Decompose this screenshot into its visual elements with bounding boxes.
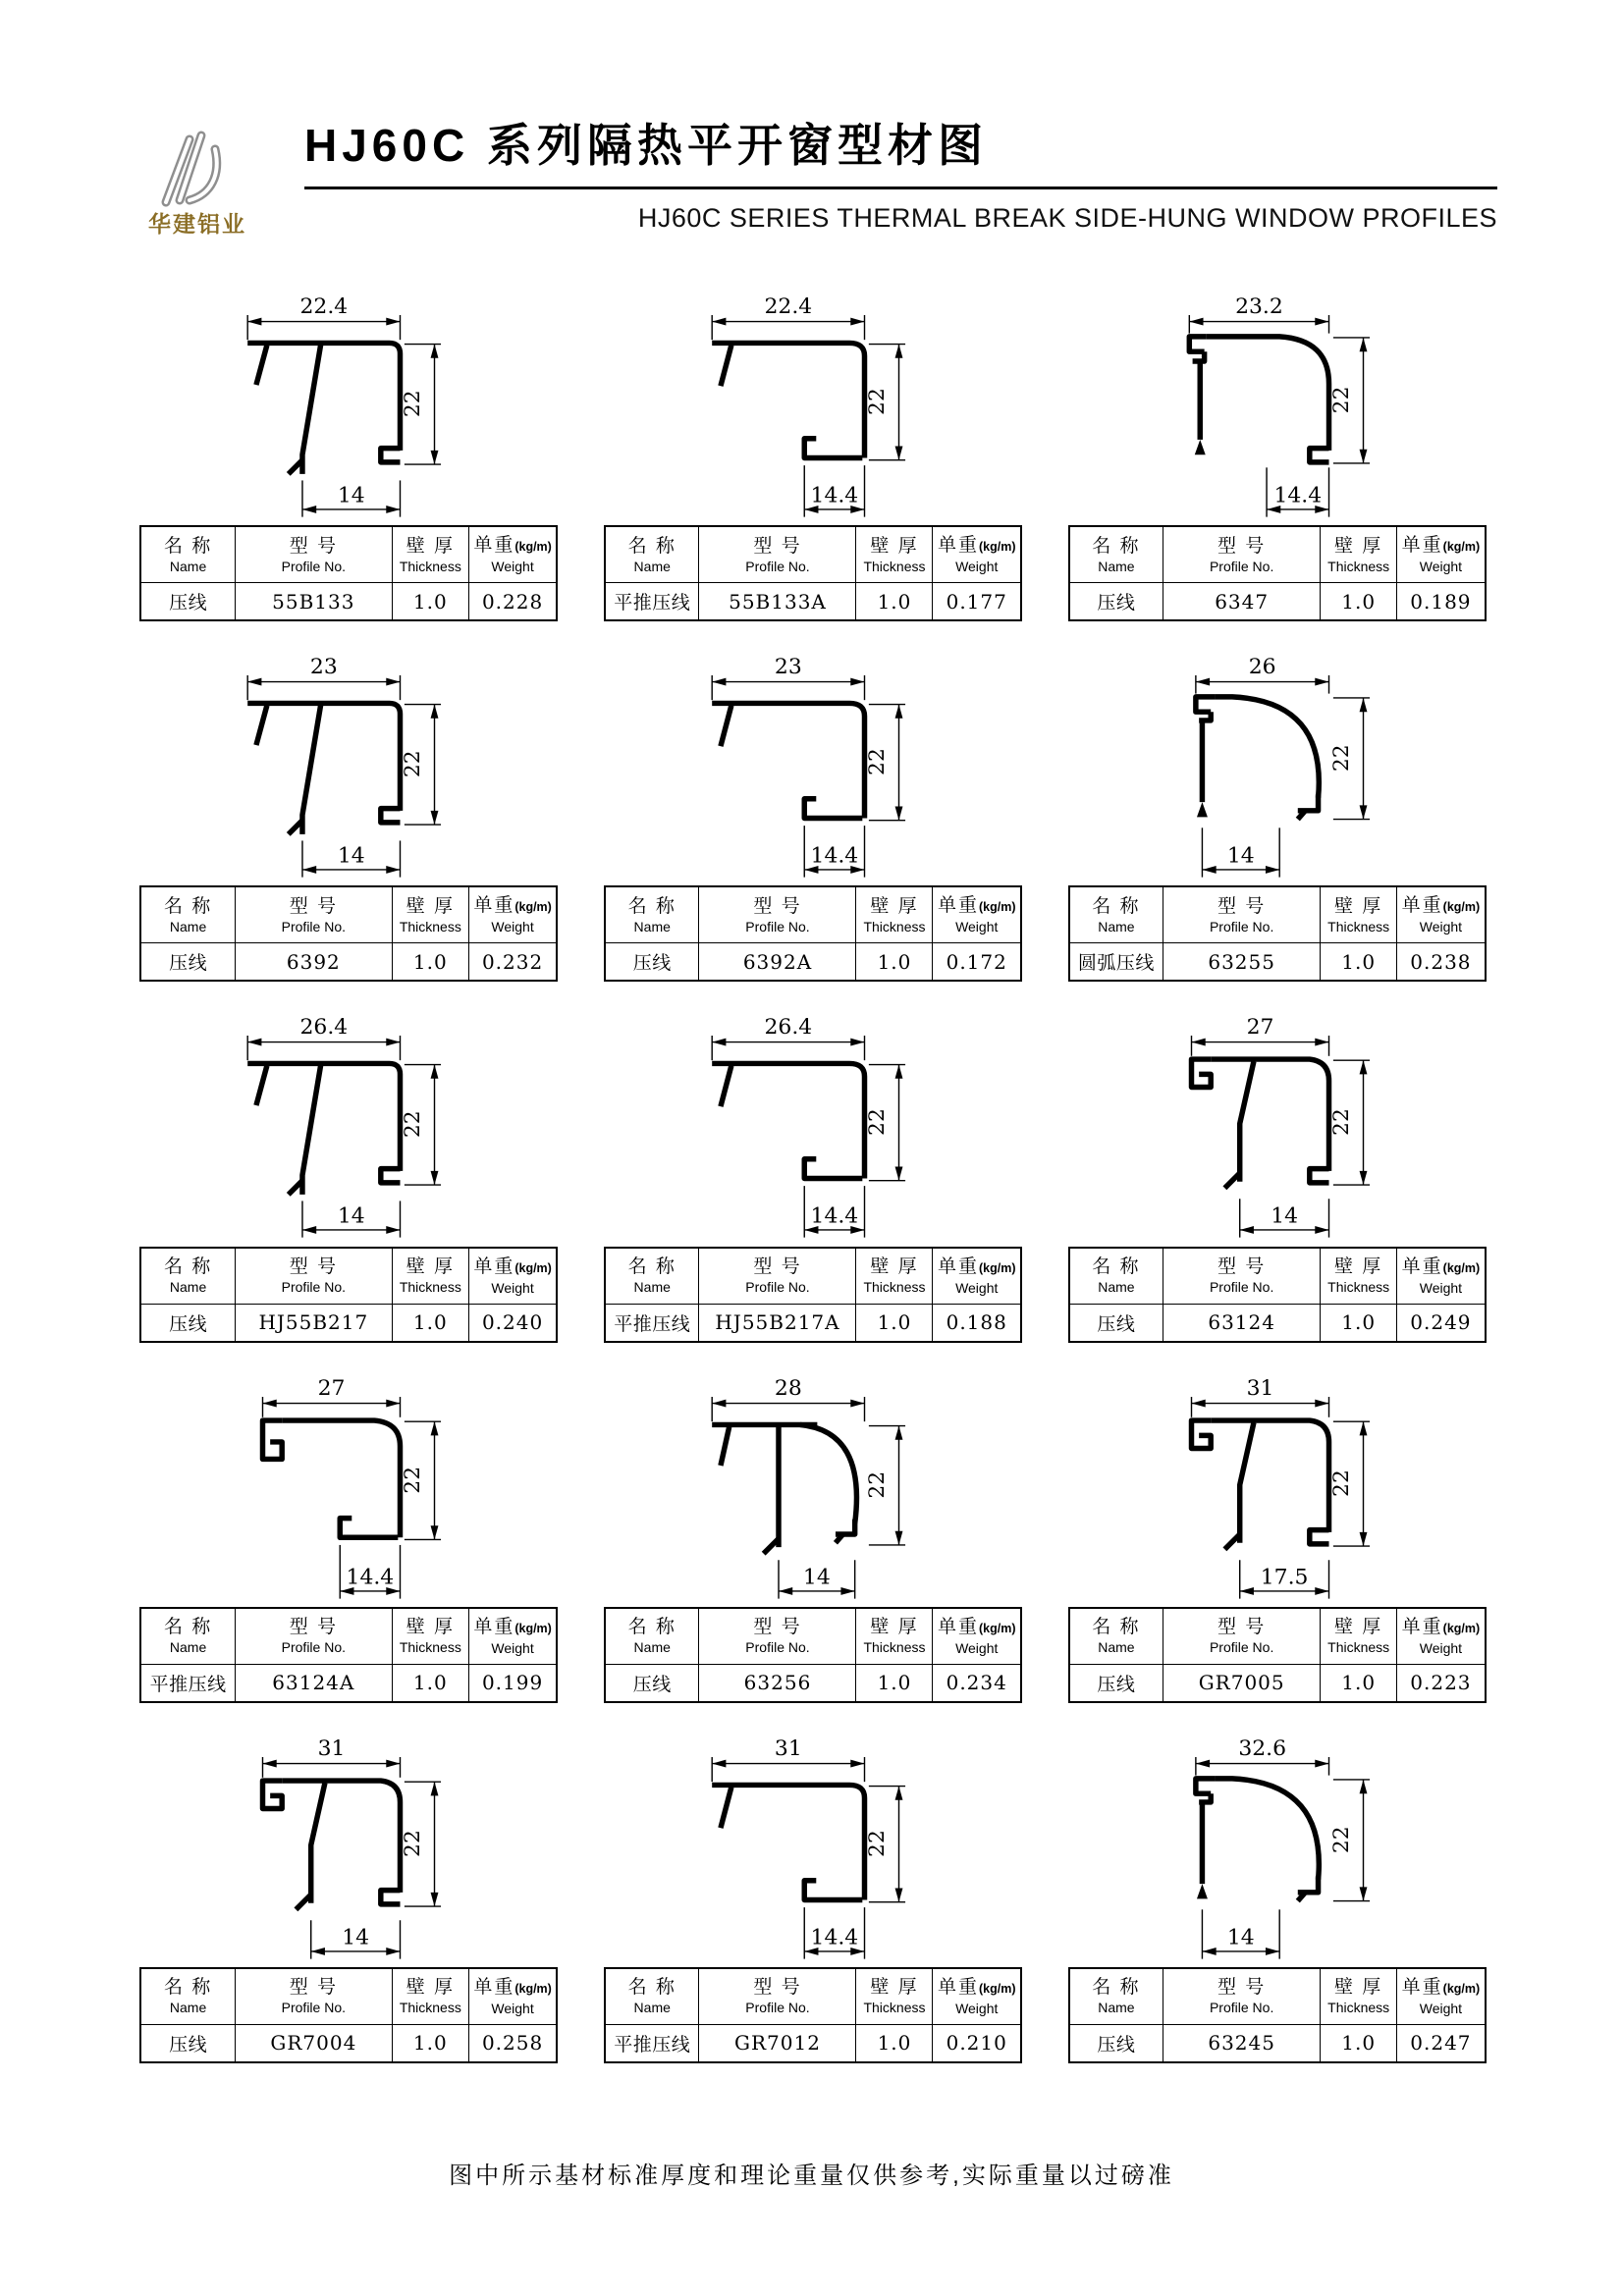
profile-diagram	[588, 281, 1039, 523]
profile-spec-table	[1068, 1967, 1487, 2063]
profile-spec-table	[1068, 1607, 1487, 1703]
thickness-cell: 1.0	[856, 583, 933, 621]
profile-no-cell: HJ55B217	[235, 1304, 392, 1342]
dimension-label: 14.4	[1273, 483, 1322, 508]
dimension-label: 22	[865, 1108, 891, 1137]
thickness-column-header: 壁 厚 Thickness	[856, 1968, 933, 2025]
spec-header-row	[605, 526, 1021, 583]
spec-header-row	[140, 526, 557, 583]
dimension-label: 14	[1226, 843, 1255, 869]
profile-name-cell: 平推压线	[605, 1304, 699, 1342]
weight-column-header: 单重(kg/m) Weight	[468, 886, 557, 943]
spec-data-row	[605, 1664, 1021, 1702]
weight-cell: 0.234	[933, 1664, 1021, 1702]
thickness-cell: 1.0	[392, 2024, 468, 2062]
profile-diagram	[1052, 281, 1502, 523]
profile-name-cell: 平推压线	[605, 583, 699, 621]
profile-no-column-header: 型 号 Profile No.	[235, 886, 392, 943]
profile-name-cell: 压线	[140, 1304, 235, 1342]
weight-column-header: 单重(kg/m) Weight	[1397, 886, 1486, 943]
weight-cell: 0.223	[1397, 1664, 1486, 1702]
spec-header-row	[140, 1248, 557, 1305]
thickness-cell: 1.0	[1321, 583, 1397, 621]
spec-data-row	[1069, 1664, 1486, 1702]
title-rule	[304, 187, 1497, 189]
spec-data-row	[140, 2024, 557, 2062]
dimension-label: 22	[865, 388, 891, 415]
profiles-grid	[124, 281, 1502, 2063]
profile-cell	[1052, 281, 1502, 621]
profile-spec-table	[1068, 525, 1487, 621]
spec-header-row	[605, 1608, 1021, 1665]
profile-diagram	[1052, 1723, 1502, 1965]
profile-cell	[588, 641, 1039, 982]
thickness-column-header: 壁 厚 Thickness	[1321, 1608, 1397, 1665]
dimension-label: 23	[310, 655, 339, 679]
weight-cell: 0.228	[468, 583, 557, 621]
dimension-label: 14.4	[810, 1203, 859, 1229]
profile-diagram	[588, 1001, 1039, 1244]
profile-no-cell: 63245	[1163, 2024, 1321, 2062]
thickness-cell: 1.0	[1321, 1664, 1397, 1702]
profile-hook-strut-icon	[177, 1723, 520, 1965]
profile-spec-table	[604, 885, 1022, 982]
weight-column-header: 单重(kg/m) Weight	[468, 526, 557, 583]
thickness-column-header: 壁 厚 Thickness	[1321, 526, 1397, 583]
profile-diagram	[124, 1362, 574, 1605]
profile-diagram	[1052, 1001, 1502, 1244]
profile-no-cell: 63255	[1163, 943, 1321, 982]
thickness-cell: 1.0	[392, 1664, 468, 1702]
thickness-column-header: 壁 厚 Thickness	[1321, 886, 1397, 943]
page-header	[137, 110, 1497, 257]
dimension-label: 22	[1328, 386, 1354, 414]
name-column-header: 名 称 Name	[140, 886, 235, 943]
profile-cell	[124, 1001, 574, 1342]
profile-big-arc-icon	[1106, 1723, 1449, 1965]
thickness-cell: 1.0	[1321, 1304, 1397, 1342]
profile-cell	[1052, 1362, 1502, 1703]
weight-column-header: 单重(kg/m) Weight	[933, 1608, 1021, 1665]
spec-header-row	[140, 1968, 557, 2025]
dimension-label: 14	[338, 483, 365, 508]
profile-c-channel-icon	[641, 1001, 985, 1244]
profile-cell	[1052, 1723, 1502, 2063]
name-column-header: 名 称 Name	[140, 1608, 235, 1665]
spec-data-row	[1069, 2024, 1486, 2062]
dimension-label: 14	[338, 1203, 365, 1229]
profile-c-channel-icon	[641, 641, 985, 883]
name-column-header: 名 称 Name	[140, 1968, 235, 2025]
weight-cell: 0.232	[468, 943, 557, 982]
thickness-column-header: 壁 厚 Thickness	[392, 886, 468, 943]
profile-no-cell: 6347	[1163, 583, 1321, 621]
thickness-column-header: 壁 厚 Thickness	[1321, 1968, 1397, 2025]
profile-hook-c-icon	[177, 1362, 520, 1605]
profile-rounded-hook-icon	[1106, 281, 1449, 523]
profile-cell	[124, 1362, 574, 1703]
weight-column-header: 单重(kg/m) Weight	[1397, 1968, 1486, 2025]
logo-text: 华建铝业	[148, 211, 246, 237]
dimension-label: 22	[865, 1829, 891, 1857]
profile-hook-strut-icon	[1106, 1362, 1449, 1605]
hj-logo-mark-icon	[150, 124, 244, 210]
weight-cell: 0.188	[933, 1304, 1021, 1342]
spec-header-row	[1069, 886, 1486, 943]
weight-cell: 0.240	[468, 1304, 557, 1342]
dimension-label: 14	[338, 843, 365, 869]
dimension-label: 23	[774, 655, 802, 679]
name-column-header: 名 称 Name	[1069, 1248, 1163, 1305]
spec-data-row	[605, 583, 1021, 621]
profile-cell	[588, 281, 1039, 621]
profile-cell	[124, 641, 574, 982]
profile-c-channel-icon	[641, 281, 985, 523]
thickness-column-header: 壁 厚 Thickness	[392, 1608, 468, 1665]
spec-header-row	[1069, 1968, 1486, 2025]
weight-cell: 0.210	[933, 2024, 1021, 2062]
profile-no-cell: GR7005	[1163, 1664, 1321, 1702]
dimension-label: 14.4	[810, 843, 859, 869]
dimension-label: 22	[865, 748, 891, 776]
dimension-label: 31	[317, 1735, 346, 1761]
dimension-label: 14	[802, 1564, 831, 1589]
weight-cell: 0.189	[1397, 583, 1486, 621]
thickness-column-header: 壁 厚 Thickness	[856, 1248, 933, 1305]
profile-name-cell: 压线	[140, 2024, 235, 2062]
profile-spec-table	[604, 1247, 1022, 1343]
profile-big-arc-icon	[1106, 641, 1449, 883]
profile-no-cell: GR7012	[699, 2024, 856, 2062]
name-column-header: 名 称 Name	[605, 1248, 699, 1305]
profile-no-column-header: 型 号 Profile No.	[699, 1608, 856, 1665]
profile-no-column-header: 型 号 Profile No.	[699, 1248, 856, 1305]
dimension-label: 28	[774, 1375, 802, 1401]
weight-cell: 0.172	[933, 943, 1021, 982]
dimension-label: 14.4	[346, 1564, 395, 1589]
weight-column-header: 单重(kg/m) Weight	[933, 1248, 1021, 1305]
spec-data-row	[1069, 1304, 1486, 1342]
spec-data-row	[140, 1664, 557, 1702]
dimension-label: 27	[317, 1375, 346, 1401]
name-column-header: 名 称 Name	[140, 526, 235, 583]
name-column-header: 名 称 Name	[605, 526, 699, 583]
company-logo	[137, 124, 257, 239]
dimension-label: 14.4	[810, 1925, 859, 1950]
dimension-label: 26	[1248, 655, 1276, 679]
profile-no-column-header: 型 号 Profile No.	[235, 526, 392, 583]
spec-header-row	[140, 886, 557, 943]
weight-column-header: 单重(kg/m) Weight	[933, 886, 1021, 943]
weight-column-header: 单重(kg/m) Weight	[468, 1608, 557, 1665]
spec-header-row	[605, 1248, 1021, 1305]
profile-diagonal-strut-icon	[177, 281, 520, 523]
profile-spec-table	[139, 525, 558, 621]
weight-cell: 0.249	[1397, 1304, 1486, 1342]
name-column-header: 名 称 Name	[1069, 526, 1163, 583]
profile-cell	[1052, 641, 1502, 982]
profile-spec-table	[139, 885, 558, 982]
profile-no-cell: 6392	[235, 943, 392, 982]
dimension-label: 22.4	[764, 294, 813, 319]
thickness-cell: 1.0	[856, 943, 933, 982]
dimension-label: 22	[401, 390, 426, 418]
name-column-header: 名 称 Name	[1069, 1968, 1163, 2025]
thickness-column-header: 壁 厚 Thickness	[392, 1968, 468, 2025]
profile-cell	[588, 1001, 1039, 1342]
profile-spec-table	[1068, 1247, 1487, 1343]
dimension-label: 14	[1270, 1203, 1298, 1229]
profile-diagram	[124, 641, 574, 883]
name-column-header: 名 称 Name	[605, 1608, 699, 1665]
dimension-label: 22	[401, 1466, 426, 1494]
thickness-cell: 1.0	[856, 1304, 933, 1342]
name-column-header: 名 称 Name	[140, 1248, 235, 1305]
profile-no-cell: GR7004	[235, 2024, 392, 2062]
spec-header-row	[605, 886, 1021, 943]
profile-hook-strut-icon	[1106, 1001, 1449, 1244]
spec-data-row	[1069, 583, 1486, 621]
dimension-label: 22.4	[299, 294, 349, 319]
spec-header-row	[1069, 526, 1486, 583]
profile-cell	[124, 1723, 574, 2063]
weight-column-header: 单重(kg/m) Weight	[468, 1248, 557, 1305]
profile-cell	[1052, 1001, 1502, 1342]
dimension-label: 26.4	[764, 1015, 813, 1041]
profile-diagram	[124, 281, 574, 523]
thickness-cell: 1.0	[392, 1304, 468, 1342]
thickness-column-header: 壁 厚 Thickness	[856, 526, 933, 583]
profile-no-column-header: 型 号 Profile No.	[699, 886, 856, 943]
dimension-label: 23.2	[1234, 294, 1283, 319]
footer-note: 图中所示基材标准厚度和理论重量仅供参考,实际重量以过磅准	[449, 2163, 1174, 2189]
profile-no-column-header: 型 号 Profile No.	[1163, 1608, 1321, 1665]
profile-diagram	[124, 1001, 574, 1244]
profile-diagram	[124, 1723, 574, 1965]
profile-no-cell: 55B133	[235, 583, 392, 621]
spec-header-row	[1069, 1248, 1486, 1305]
dimension-label: 17.5	[1260, 1564, 1309, 1589]
profile-name-cell: 压线	[605, 943, 699, 982]
profile-no-column-header: 型 号 Profile No.	[1163, 526, 1321, 583]
name-column-header: 名 称 Name	[605, 1968, 699, 2025]
dimension-label: 32.6	[1238, 1735, 1286, 1761]
profile-name-cell: 压线	[140, 943, 235, 982]
weight-column-header: 单重(kg/m) Weight	[933, 526, 1021, 583]
profile-no-column-header: 型 号 Profile No.	[1163, 1968, 1321, 2025]
profile-no-cell: 63256	[699, 1664, 856, 1702]
dimension-label: 22	[1328, 744, 1354, 773]
name-column-header: 名 称 Name	[605, 886, 699, 943]
dimension-label: 14	[342, 1925, 370, 1950]
spec-data-row	[140, 1304, 557, 1342]
weight-cell: 0.238	[1397, 943, 1486, 982]
thickness-column-header: 壁 厚 Thickness	[392, 1248, 468, 1305]
thickness-cell: 1.0	[392, 943, 468, 982]
profile-spec-table	[139, 1607, 558, 1703]
weight-cell: 0.199	[468, 1664, 557, 1702]
thickness-cell: 1.0	[1321, 943, 1397, 982]
profile-diagram	[588, 1723, 1039, 1965]
profile-spec-table	[139, 1247, 558, 1343]
profile-diagonal-strut-icon	[177, 641, 520, 883]
thickness-column-header: 壁 厚 Thickness	[856, 1608, 933, 1665]
title-block	[304, 110, 1497, 234]
profile-no-column-header: 型 号 Profile No.	[235, 1608, 392, 1665]
profile-cell	[124, 281, 574, 621]
profile-name-cell: 平推压线	[605, 2024, 699, 2062]
thickness-cell: 1.0	[1321, 2024, 1397, 2062]
profile-arc-strut-icon	[641, 1362, 985, 1605]
profile-spec-table	[1068, 885, 1487, 982]
thickness-column-header: 壁 厚 Thickness	[1321, 1248, 1397, 1305]
dimension-label: 22	[865, 1470, 891, 1499]
dimension-label: 14	[1226, 1925, 1255, 1950]
dimension-label: 22	[1328, 1108, 1354, 1137]
dimension-label: 31	[1246, 1375, 1274, 1401]
profile-spec-table	[604, 525, 1022, 621]
profile-diagram	[588, 641, 1039, 883]
profile-diagram	[1052, 641, 1502, 883]
weight-column-header: 单重(kg/m) Weight	[1397, 1608, 1486, 1665]
profile-spec-table	[139, 1967, 558, 2063]
dimension-label: 22	[1328, 1468, 1354, 1497]
thickness-cell: 1.0	[392, 583, 468, 621]
dimension-label: 22	[401, 1110, 426, 1139]
weight-cell: 0.177	[933, 583, 1021, 621]
page-subtitle: HJ60C SERIES THERMAL BREAK SIDE-HUNG WINDOW PROFILES	[637, 203, 1497, 233]
dimension-label: 14.4	[810, 483, 859, 508]
profile-no-cell: 63124	[1163, 1304, 1321, 1342]
thickness-column-header: 壁 厚 Thickness	[856, 886, 933, 943]
profile-spec-table	[604, 1967, 1022, 2063]
dimension-label: 26.4	[299, 1015, 349, 1041]
profile-cell	[588, 1723, 1039, 2063]
profile-name-cell: 压线	[1069, 583, 1163, 621]
spec-header-row	[1069, 1608, 1486, 1665]
spec-data-row	[140, 583, 557, 621]
profile-no-column-header: 型 号 Profile No.	[235, 1248, 392, 1305]
profile-spec-table	[604, 1607, 1022, 1703]
profile-diagram	[1052, 1362, 1502, 1605]
spec-header-row	[140, 1608, 557, 1665]
weight-cell: 0.247	[1397, 2024, 1486, 2062]
spec-data-row	[605, 2024, 1021, 2062]
profile-no-cell: HJ55B217A	[699, 1304, 856, 1342]
dimension-label: 22	[401, 1829, 426, 1857]
spec-data-row	[1069, 943, 1486, 982]
profile-diagram	[588, 1362, 1039, 1605]
profile-no-column-header: 型 号 Profile No.	[699, 526, 856, 583]
weight-column-header: 单重(kg/m) Weight	[468, 1968, 557, 2025]
name-column-header: 名 称 Name	[1069, 1608, 1163, 1665]
name-column-header: 名 称 Name	[1069, 886, 1163, 943]
profile-name-cell: 压线	[1069, 2024, 1163, 2062]
weight-cell: 0.258	[468, 2024, 557, 2062]
profile-no-cell: 63124A	[235, 1664, 392, 1702]
weight-column-header: 单重(kg/m) Weight	[1397, 526, 1486, 583]
profile-no-cell: 6392A	[699, 943, 856, 982]
thickness-cell: 1.0	[856, 2024, 933, 2062]
thickness-column-header: 壁 厚 Thickness	[392, 526, 468, 583]
weight-column-header: 单重(kg/m) Weight	[1397, 1248, 1486, 1305]
page-title: HJ60C 系列隔热平开窗型材图	[304, 120, 988, 171]
profile-no-column-header: 型 号 Profile No.	[699, 1968, 856, 2025]
spec-header-row	[605, 1968, 1021, 2025]
profile-name-cell: 压线	[1069, 1304, 1163, 1342]
dimension-label: 31	[774, 1735, 802, 1761]
spec-data-row	[140, 943, 557, 982]
dimension-label: 27	[1246, 1015, 1274, 1041]
profile-name-cell: 压线	[1069, 1664, 1163, 1702]
dimension-label: 22	[401, 750, 426, 778]
dimension-label: 22	[1328, 1826, 1354, 1853]
profile-cell	[588, 1362, 1039, 1703]
profile-no-column-header: 型 号 Profile No.	[1163, 1248, 1321, 1305]
profile-name-cell: 压线	[140, 583, 235, 621]
thickness-cell: 1.0	[856, 1664, 933, 1702]
profile-diagonal-strut-icon	[177, 1001, 520, 1244]
profile-no-column-header: 型 号 Profile No.	[1163, 886, 1321, 943]
profile-name-cell: 压线	[605, 1664, 699, 1702]
weight-column-header: 单重(kg/m) Weight	[933, 1968, 1021, 2025]
profile-name-cell: 平推压线	[140, 1664, 235, 1702]
profile-no-column-header: 型 号 Profile No.	[235, 1968, 392, 2025]
profile-no-cell: 55B133A	[699, 583, 856, 621]
profile-name-cell: 圆弧压线	[1069, 943, 1163, 982]
spec-data-row	[605, 1304, 1021, 1342]
profile-c-channel-icon	[641, 1723, 985, 1965]
spec-data-row	[605, 943, 1021, 982]
